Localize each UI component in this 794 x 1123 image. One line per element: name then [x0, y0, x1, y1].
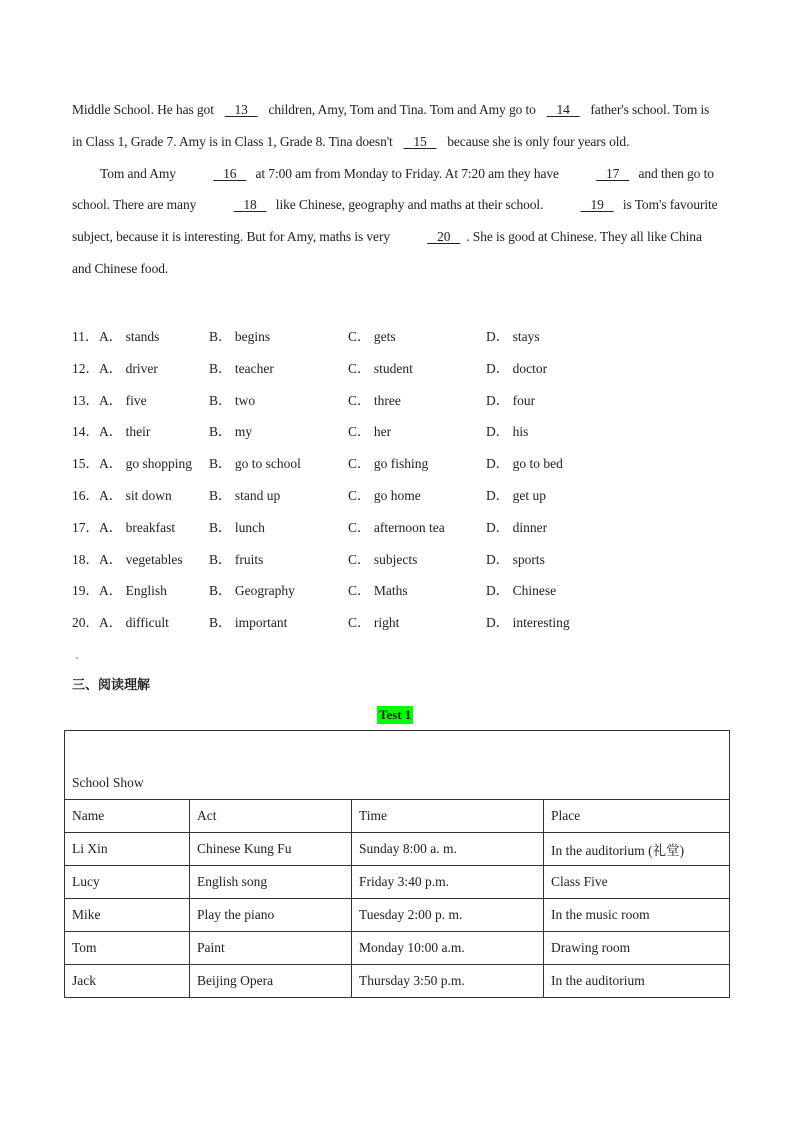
cell-act: Paint	[190, 932, 352, 965]
option-d: D． stays	[486, 329, 540, 344]
blank-15: 15	[413, 133, 427, 149]
header-time: Time	[352, 800, 544, 833]
option-d: D． dinner	[486, 520, 548, 535]
option-b: B． lunch	[209, 520, 265, 535]
option-c: C． gets	[348, 329, 396, 344]
option-a: A． English	[99, 583, 167, 598]
cell-place: Drawing room	[544, 932, 730, 965]
option-d: D． his	[486, 424, 529, 439]
option-b: B． teacher	[209, 361, 274, 376]
option-d: D． Chinese	[486, 583, 557, 598]
cell-time: Friday 3:40 p.m.	[352, 866, 544, 899]
option-d: D． get up	[486, 488, 546, 503]
option-c: C． go fishing	[348, 456, 429, 471]
option-d: D． sports	[486, 552, 545, 567]
option-d: D． go to bed	[486, 456, 563, 471]
question-number: 15．	[72, 456, 99, 471]
option-b: B． fruits	[209, 552, 264, 567]
table-row	[65, 899, 730, 932]
option-d: D． four	[486, 393, 536, 408]
header-name: Name	[65, 800, 190, 833]
school-show-table	[64, 730, 730, 998]
option-b: B． my	[209, 424, 253, 439]
table-caption: School Show	[65, 731, 730, 800]
option-a: A． difficult	[99, 615, 169, 630]
cell-name: Li Xin	[65, 833, 190, 866]
option-c: C． her	[348, 424, 392, 439]
question-number: 13．	[72, 393, 99, 408]
cell-place: In the music room	[544, 899, 730, 932]
test-label: Test 1	[379, 707, 412, 722]
option-a: A． five	[99, 393, 147, 408]
question-number: 12．	[72, 361, 99, 376]
header-place: Place	[544, 800, 730, 833]
option-b: B． stand up	[209, 488, 281, 503]
passage-text: children, Amy, Tom and Tina. Tom and Amy go to	[268, 102, 536, 117]
cell-name: Tom	[65, 932, 190, 965]
question-number: 18．	[72, 552, 99, 567]
passage-text: because she is only four years old.	[447, 133, 630, 149]
passage-text: like Chinese, geography and maths at their school.	[275, 197, 544, 213]
table-header-row	[65, 800, 730, 833]
blank-16: 16	[223, 165, 237, 181]
blank-19: 19	[590, 197, 604, 213]
question-number: 19．	[72, 583, 99, 598]
blank-17: 17	[606, 165, 620, 181]
passage-text: is Tom's favourite subject, because it is interesting. But for Amy, maths is very	[72, 197, 718, 245]
question-number: 11．	[72, 329, 99, 344]
passage-text: . She is good at Chinese. They all like China and Chinese food.	[72, 229, 702, 276]
page-mark	[76, 657, 78, 659]
blank-13: 13	[234, 102, 248, 117]
option-c: C． Maths	[348, 583, 408, 598]
question-number: 17．	[72, 520, 99, 535]
option-d: D． doctor	[486, 361, 548, 376]
table-row	[65, 866, 730, 899]
cell-name: Mike	[65, 899, 190, 932]
option-c: C． subjects	[348, 552, 418, 567]
section-title: 三、阅读理解	[72, 678, 151, 693]
passage-paragraph-2	[72, 158, 722, 285]
option-b: B． go to school	[209, 456, 301, 471]
option-a: A． driver	[99, 361, 158, 376]
cell-time: Thursday 3:50 p.m.	[352, 965, 544, 998]
table-caption-row	[65, 731, 730, 800]
option-a: A． their	[99, 424, 151, 439]
question-number: 14．	[72, 424, 99, 439]
blank-20: 20	[437, 229, 451, 245]
option-b: B． begins	[209, 329, 271, 344]
passage-text: at 7:00 am from Monday to Friday. At 7:20 am they have	[255, 165, 559, 181]
passage-text: father's school. Tom is in Class 1, Grade 7. Amy is in Class 1, Grade 8. Tina doesn't	[72, 102, 710, 149]
option-c: C． right	[348, 615, 400, 630]
cell-place: In the auditorium (礼堂)	[544, 833, 730, 866]
option-c: C． three	[348, 393, 401, 408]
header-act: Act	[190, 800, 352, 833]
cell-place: Class Five	[544, 866, 730, 899]
option-c: C． go home	[348, 488, 421, 503]
cell-act: English song	[190, 866, 352, 899]
question-number: 16．	[72, 488, 99, 503]
cell-name: Lucy	[65, 866, 190, 899]
cell-name: Jack	[65, 965, 190, 998]
option-d: D． interesting	[486, 615, 570, 630]
option-a: A． stands	[99, 329, 160, 344]
passage-text: Tom and Amy	[100, 165, 176, 181]
option-b: B． two	[209, 393, 256, 408]
passage-paragraph-1	[72, 94, 722, 158]
cell-time: Monday 10:00 a.m.	[352, 932, 544, 965]
cell-time: Tuesday 2:00 p. m.	[352, 899, 544, 932]
option-a: A． breakfast	[99, 520, 176, 535]
cloze-passage	[72, 94, 722, 285]
table-row	[65, 932, 730, 965]
blank-18: 18	[243, 197, 257, 213]
passage-text: Middle School. He has got	[72, 102, 214, 117]
table-row	[65, 965, 730, 998]
option-b: B． important	[209, 615, 288, 630]
cell-act: Beijing Opera	[190, 965, 352, 998]
option-a: A． go shopping	[99, 456, 193, 471]
table-row	[65, 833, 730, 866]
cell-time: Sunday 8:00 a. m.	[352, 833, 544, 866]
option-c: C． afternoon tea	[348, 520, 445, 535]
option-a: A． sit down	[99, 488, 172, 503]
option-a: A． vegetables	[99, 552, 183, 567]
blank-14: 14	[556, 102, 570, 117]
question-number: 20．	[72, 615, 99, 630]
cell-act: Chinese Kung Fu	[190, 833, 352, 866]
passage-text: and then go to school. There are many	[72, 165, 714, 213]
option-b: B． Geography	[209, 583, 295, 598]
cell-act: Play the piano	[190, 899, 352, 932]
option-c: C． student	[348, 361, 413, 376]
cell-place: In the auditorium	[544, 965, 730, 998]
